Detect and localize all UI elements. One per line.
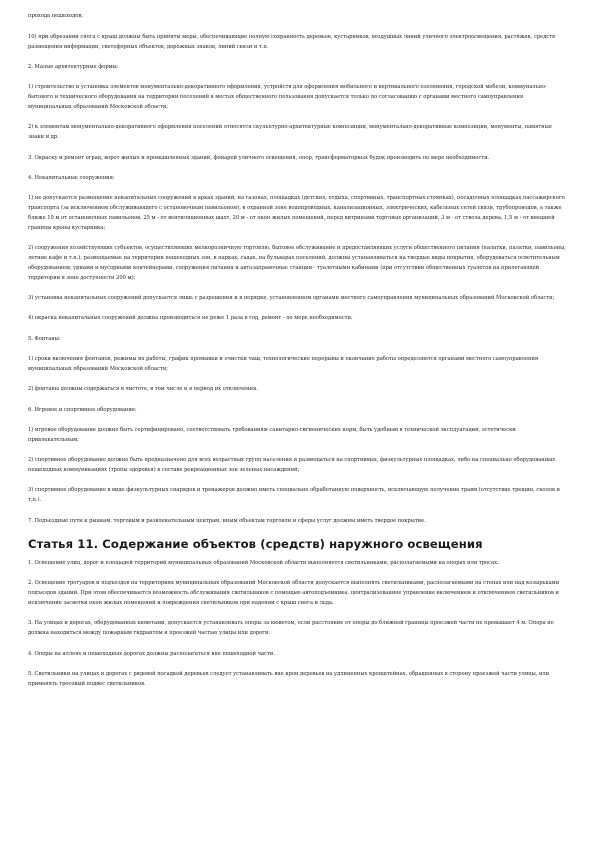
paragraph: 1. Освещение улиц, дорог и площадей территорий муниципальных образований Московской области выполняется светильниками, располагаемыми на опорах или тросах.	[28, 559, 499, 566]
paragraph: 4) окраска некапитальных сооружений должна производиться не реже 1 раза в год, ремонт - по мере необходимости.	[28, 315, 353, 322]
paragraph: 3. На улицах и дорогах, оборудованных кюветами, допускается устанавливать опоры за кюветом, если расстояние от опоры до ближней границы проезжей части не превышает 4 м. Опора не должна находиться между пожарным гидрантом и проезжей частью улицы или дороги.	[28, 620, 554, 637]
paragraph: 10) при обрезании снега с крыш должны быть приняты меры, обеспечивающие полную сохранность деревьев, кустарников, воздушных линий уличного электроосвещения, растяжек, средств размещения информации, светофорных объектов, дорожных знаков, линий связи и т.п.	[28, 33, 556, 50]
paragraph: 2) к элементам монументально-декоративного оформления поселений относятся скульптурно-архитектурные композиции, монументально-декоративные композиции, монументы, памятные знаки и др.	[28, 124, 552, 141]
paragraph: 2) фонтаны должны содержаться в чистоте, в том числе и в период их отключения.	[28, 386, 258, 393]
paragraph: 2) спортивное оборудование должно быть предназначено для всех возрастных групп населения и размещаться на спортивных, физкультурных площадках, либо на специально оборудованных пешеходных коммуникациях (тропы здоровья) в составе рекреационных зон зеленых насаждений;	[28, 457, 556, 474]
paragraph: 2) сооружения хозяйствующих субъектов, осуществляющих мелкорозничную торговлю, бытовое обслуживание и предоставляющих услуги общественного питания (палатки, палатки, павильоны, летние кафе и т.п.), размещаемые на территории пешеходных зон, в парках, садах, на бульварах поселений, должны устанавливаться на твердые виды покрытия, оборудоваться осветительным оборудованием, урнами и мусорными контейнерами, сооружения питания и автозаправочные станции - туалетными кабинами (при отсутствии общественных туалетов на прилегающей территории в зоне доступности 200 м);	[28, 245, 566, 281]
paragraph: 3. Окраску и ремонт оград, ворот жилых и промышленных зданий, фонарей уличного освещения, опор, трансформаторных будок производить по мере необходимости.	[28, 154, 490, 161]
section-heading: 6. Игровое и спортивное оборудование:	[28, 406, 137, 413]
paragraph: 1) строительство и установка элементов монументально-декоративного оформления, устройств для оформления мобильного и вертикального озеленения, городской мебели, коммунально-бытового и технического оборудования на территории поселений в местах общественного пользования допускается только по согласованию с органами местного самоуправления муниципальных образований Московской области;	[28, 84, 547, 110]
paragraph: 3) спортивное оборудование в виде физкультурных снарядов и тренажеров должно иметь специально обработанную поверхность, исключающую получение травм (отсутствие трещин, сколов и т.п.).	[28, 487, 560, 504]
paragraph: 4. Опоры на аллеях и пешеходных дорогах должны располагаться вне пешеходной части.	[28, 650, 275, 657]
article-title: Статья 11. Содержание объектов (средств) наружного освещения	[28, 536, 483, 551]
paragraph: 1) не допускается размещение некапитальных сооружений в арках зданий, на газонах, площадках (детских, отдыха, спортивных, транспортных стоянках), посадочных площадках пассажирского транспорта (за исключением обслуживающего с остановочным павильоном), в охранной зоне водопроводных, канализационных, электрических, кабельных сетей связи, трубопроводов, а также ближе 10 м от остановочных павильонов, 25 м - от вентиляционных шахт, 20 м - от окон жилых помещений, перед витринами торговых организаций, 3 м - от ствола дерева, 1,5 м - от внешней границы кроны кустарника;	[28, 195, 565, 231]
section-heading: 4. Некапитальные сооружения:	[28, 174, 115, 181]
paragraph: 5. Светильники на улицах и дорогах с рядовой посадкой деревьев следует устанавливать вне крон деревьев на удлиненных кронштейнах, обращенных в сторону проезжей части улицы, или применять тросовый подвес светильников.	[28, 670, 550, 687]
paragraph: 1) сроки включения фонтанов, режимы их работы, график промывки и очистки чаш, технологические перерывы и окончание работы определяются органами местного самоуправления муниципальных образований Московской области;	[28, 356, 539, 372]
paragraph: 1) игровое оборудование должно быть сертифицировано, соответствовать требованиям санитарно-гигиенических норм, быть удобным в технической эксплуатации, эстетически привлекательным;	[28, 427, 516, 443]
paragraph: 3) установка некапитальных сооружений допускается лишь с разрешения и в порядке, установленном органами местного самоуправления муниципальных образований Московской области;	[28, 294, 555, 301]
section-heading: 5. Фонтаны:	[28, 335, 61, 342]
paragraph: 2. Освещение тротуаров и подъездов на территориях муниципальных образований Московской области допускается выполнять светильниками, располагаемыми на стенах или над козырьками подъездов зданий. При этом обеспечивается возможность обслуживания светильников с помощью автоподъемника, централизованное управление включением и отключением светильников и исключение засветки окон жилых помещений и повреждения светильников при падении с крыш снега и льда.	[28, 580, 560, 606]
paragraph: 7. Подъездные пути к рынкам, торговым и развлекательным центрам, иным объектам торговли и сферы услуг должны иметь твердое покрытие.	[28, 517, 426, 524]
section-heading: 2. Малые архитектурные формы:	[28, 63, 119, 70]
paragraph: прохода пешеходов;	[28, 13, 83, 19]
